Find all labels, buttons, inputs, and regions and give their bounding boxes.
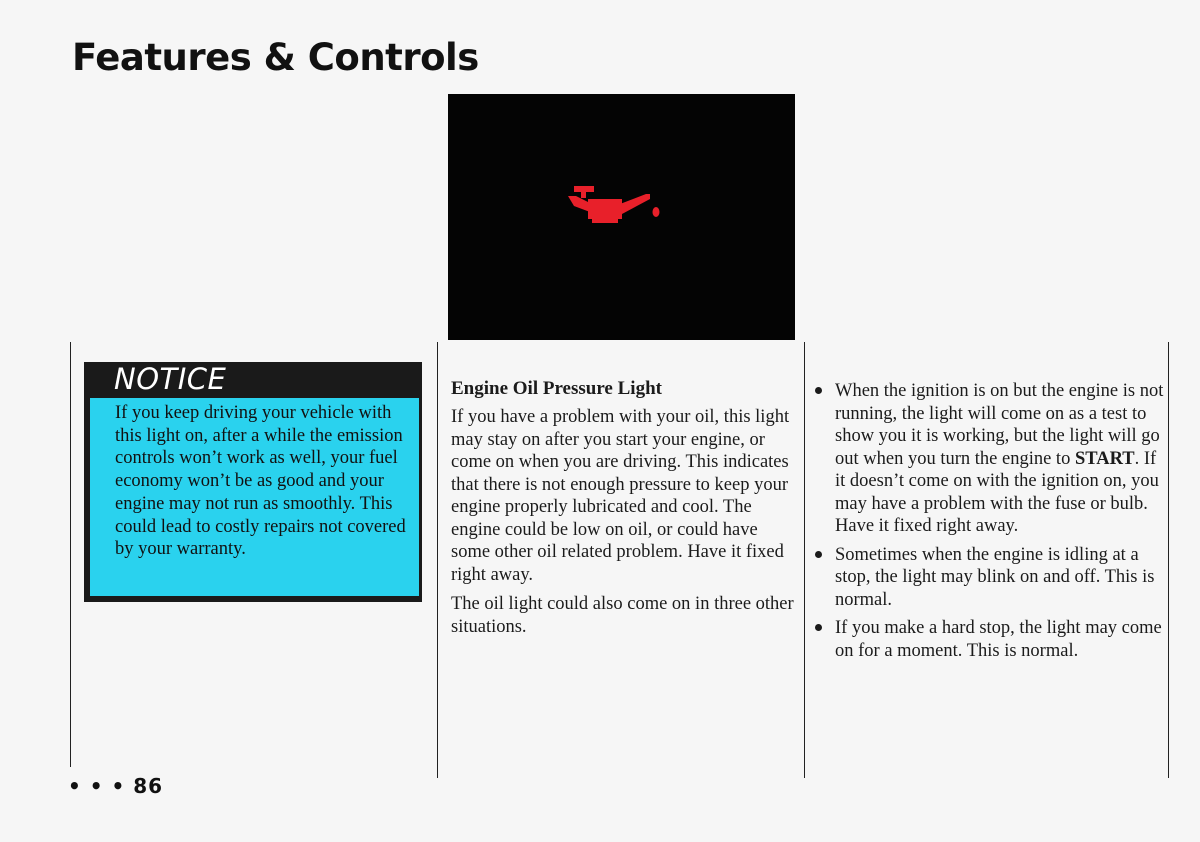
notice-box <box>84 362 422 602</box>
page-number-value: 86 <box>133 774 164 798</box>
column-divider-center-left <box>437 342 438 778</box>
column-divider-center-right <box>804 342 805 778</box>
main-column <box>451 378 796 645</box>
column-divider-right <box>1168 342 1169 778</box>
oil-can-icon <box>566 182 666 234</box>
bullet-list <box>814 380 1164 662</box>
paragraph: If you have a problem with your oil, this light may stay on after you start your engine, or come on when you are driving. This indicates that there is not enough pressure to keep your engine properly lubricated and cool. The engine could be low on oil, or could have some other oil related problem. Have it fixed right away. <box>451 407 790 585</box>
notice-body: If you keep driving your vehicle with this light on, after a while the emission controls won’t work as well, your fuel economy won’t be as good and your engine may not run as smoothly. This could lead to costly repairs not covered by your warranty. <box>90 398 419 596</box>
list-item-emphasis: START <box>1074 448 1135 469</box>
column-divider-left <box>70 342 71 767</box>
oil-pressure-indicator-panel <box>448 94 795 340</box>
bullet-icon <box>815 624 822 631</box>
page-number-leader: • • • <box>68 774 126 798</box>
list-item <box>814 380 1164 538</box>
list-item <box>814 617 1164 662</box>
list-item-text-end: . If it doesn’t come on with the ignition on, you may have a problem with the fuse or bulb. Have it fixed right away. <box>835 448 1159 536</box>
bullet-icon <box>815 387 822 394</box>
page-title: Features & Controls <box>72 36 479 79</box>
bullet-icon <box>815 551 822 558</box>
list-item-text: If you make a hard stop, the light may come on for a moment. This is normal. <box>835 618 1162 661</box>
list-item <box>814 544 1164 612</box>
list-item-text: Sometimes when the engine is idling at a stop, the light may blink on and off. This is normal. <box>835 544 1155 610</box>
list-item-text: When the ignition is on but the engine is not running, the light will come on as a test to show you it is working, but the light will go out when you turn the engine to <box>835 381 1164 469</box>
bullet-column <box>814 380 1164 668</box>
notice-heading: NOTICE <box>114 362 227 396</box>
paragraph: The oil light could also come on in three other situations. <box>451 594 794 637</box>
section-heading: Engine Oil Pressure Light <box>451 378 662 399</box>
page-number <box>68 774 163 798</box>
